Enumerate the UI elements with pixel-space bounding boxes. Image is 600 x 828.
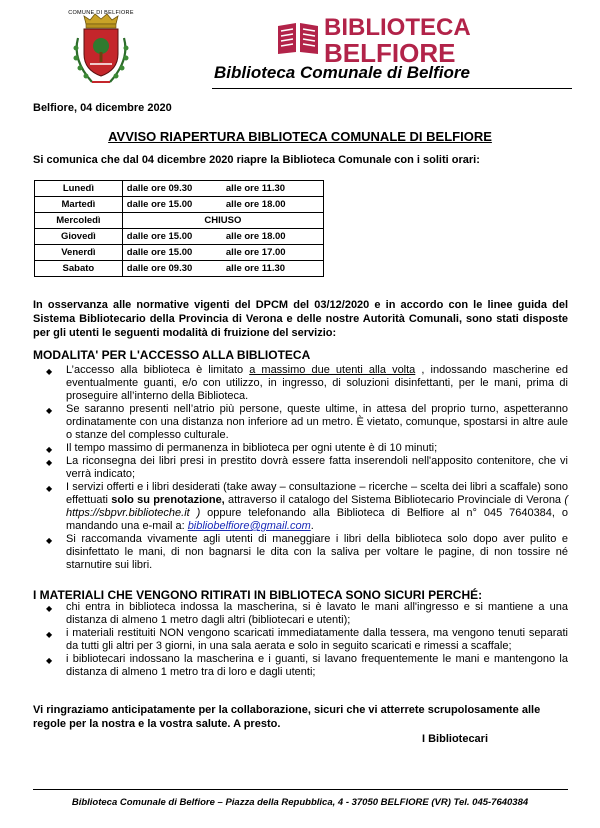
letterhead	[34, 6, 574, 98]
rule-text: I servizi offerti e i libri desiderati (take away – consultazione – ricerche – scelta dei libri a scaffale) sono effettuati	[66, 481, 568, 506]
to-cell: alle ore 17.00	[222, 245, 324, 261]
from-cell: dalle ore 15.00	[122, 197, 222, 213]
regulation-paragraph: In osservanza alle normative vigenti del DPCM del 03/12/2020 e in accordo con le linee guida del Sistema Bibliotecario della Provincia di Verona e delle nostre Autorità Comunali, sono stati disposte per gli utenti le seguenti modalità di fruizione del servizio:	[33, 299, 568, 339]
closed-cell: CHIUSO	[122, 213, 323, 229]
diamond-bullet-icon: ◆	[46, 630, 53, 639]
from-cell: dalle ore 15.00	[122, 245, 222, 261]
day-cell: Sabato	[35, 261, 123, 277]
table-row	[35, 245, 324, 261]
list-item	[40, 481, 568, 533]
rule-text: attraverso il catalogo del Sistema Bibliotecario Provinciale di Verona	[224, 494, 565, 506]
diamond-bullet-icon: ◆	[46, 656, 53, 665]
closing-text: Vi ringraziamo anticipatamente per la collaborazione, sicuri che vi atterrete scrupolosamente alle regole per la nostra e la vostra salute. A presto.	[33, 704, 541, 730]
diamond-bullet-icon: ◆	[46, 536, 53, 545]
day-cell: Martedì	[35, 197, 123, 213]
footer-address: Biblioteca Comunale di Belfiore – Piazza della Repubblica, 4 - 37050 BELFIORE (VR) Tel. 045-7640384	[71, 797, 529, 808]
to-cell: alle ore 11.30	[222, 261, 324, 277]
rule-text: La riconsegna dei libri presi in prestito dovrà essere fatta inserendoli nell'apposito contenitore, che vi verrà indicato;	[66, 455, 568, 480]
day-cell: Giovedì	[35, 229, 123, 245]
crest-shield-icon	[62, 8, 140, 94]
diamond-bullet-icon: ◆	[46, 604, 53, 613]
notice-title: AVVISO RIAPERTURA BIBLIOTECA COMUNALE DI BELFIORE	[108, 129, 492, 144]
from-cell: dalle ore 09.30	[122, 261, 222, 277]
signature: I Bibliotecari	[422, 733, 489, 745]
rule-text: .	[310, 520, 314, 532]
from-cell: dalle ore 09.30	[122, 181, 222, 197]
list-item	[40, 627, 568, 653]
table-row	[35, 197, 324, 213]
rule-text: Se saranno presenti nell’atrio più persone, queste ultime, in attesa del proprio turno, aspetteranno ordinatamente con una distanza non inferiore ad un metro. È vietato, comunque, spostarsi in altre aule o stanze del complesso culturale.	[66, 403, 568, 441]
diamond-bullet-icon: ◆	[46, 458, 53, 467]
rule-text-underlined: a massimo due utenti alla volta	[249, 364, 416, 376]
municipal-crest	[62, 8, 140, 94]
intro-text: Si comunica che dal 04 dicembre 2020 riapre la Biblioteca Comunale con i soliti orari:	[33, 154, 480, 166]
to-cell: alle ore 18.00	[222, 197, 324, 213]
rule-text: i materiali restituiti NON vengono scaricati immediatamente dalla tessera, ma vengono tenuti separati da tutti gli altri per 3 giorni, in una sala aerata e solo in seguito scaricati e rimessi a scaffale;	[66, 627, 568, 652]
access-rules-list	[40, 364, 568, 572]
logo-line-belfiore: BELFIORE	[324, 38, 456, 68]
email-link[interactable]: bibliobelfiore@gmail.com	[187, 520, 311, 532]
footer-divider	[33, 789, 568, 790]
list-item	[40, 364, 568, 403]
day-cell: Mercoledì	[35, 213, 123, 229]
diamond-bullet-icon: ◆	[46, 484, 53, 493]
diamond-bullet-icon: ◆	[46, 406, 53, 415]
from-cell: dalle ore 15.00	[122, 229, 222, 245]
document-date: Belfiore, 04 dicembre 2020	[33, 102, 172, 114]
list-item	[40, 403, 568, 442]
logo-line-biblioteca: BIBLIOTECA	[324, 14, 471, 41]
day-cell: Venerdì	[35, 245, 123, 261]
table-row	[35, 181, 324, 197]
diamond-bullet-icon: ◆	[46, 367, 53, 376]
rule-text: Il tempo massimo di permanenza in biblioteca per ogni utente è di 10 minuti;	[66, 442, 438, 454]
table-row	[35, 213, 324, 229]
to-cell: alle ore 18.00	[222, 229, 324, 245]
header-title: Biblioteca Comunale di Belfiore	[214, 63, 470, 82]
to-cell: alle ore 11.30	[222, 181, 324, 197]
list-item	[40, 601, 568, 627]
crest-caption: COMUNE DI BELFIORE	[68, 10, 134, 16]
rule-text: Si raccomanda vivamente agli utenti di maneggiare i libri della biblioteca solo dopo aver pulito e disinfettato le mani, di non bagnarsi le dita con la saliva per voltare le pagine, di non tossire né starnutire sui libri.	[66, 533, 568, 571]
access-section-title: MODALITA' PER L'ACCESSO ALLA BIBLIOTECA	[33, 348, 311, 362]
opening-hours-table	[34, 180, 324, 277]
rule-text: L’accesso alla biblioteca è limitato	[66, 364, 250, 376]
diamond-bullet-icon: ◆	[46, 445, 53, 454]
rule-text: chi entra in biblioteca indossa la mascherina, si è lavato le mani all'ingresso e si mantiene a una distanza di almeno 1 metro dagli altri (bibliotecari e utenti);	[66, 601, 568, 626]
table-row	[35, 229, 324, 245]
materials-section-title: I MATERIALI CHE VENGONO RITIRATI IN BIBLIOTECA SONO SICURI PERCHÉ:	[33, 588, 483, 602]
list-item	[40, 442, 568, 455]
list-item	[40, 533, 568, 572]
rule-text: , indossando mascherine ed eventualmente guanti, e/o con utilizzo, in ingresso, di soluzioni disinfettanti, per le mani, prima di proseguire all’interno della Biblioteca.	[66, 364, 568, 402]
day-cell: Lunedì	[35, 181, 123, 197]
open-book-icon	[274, 18, 322, 58]
materials-list	[40, 601, 568, 679]
table-row	[35, 261, 324, 277]
rule-text: oppure telefonando alla Biblioteca di Belfiore al n° 045 7640384, o mandando una e-mail a:	[66, 507, 568, 532]
catalog-url-link[interactable]: ( https://sbpvr.biblioteche.it )	[66, 494, 568, 519]
rule-text: i bibliotecari indossano la mascherina e i guanti, si lavano frequentemente le mani e mantengono la distanza di almeno 1 metro tra di loro e dagli utenti;	[66, 653, 568, 678]
header-divider	[212, 88, 572, 89]
list-item	[40, 455, 568, 481]
list-item	[40, 653, 568, 679]
rule-text-bold: solo su prenotazione,	[111, 494, 225, 506]
